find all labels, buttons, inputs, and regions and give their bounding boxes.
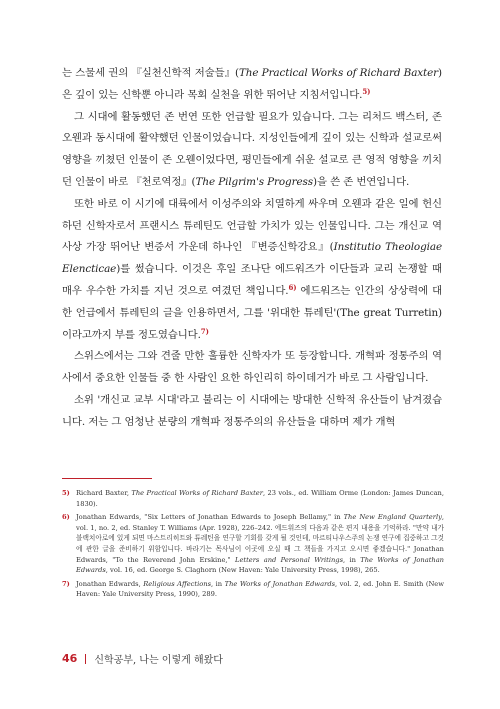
- text-span: , vol. 2, ed. John E. Smith (New Haven: Yale University Press, 1990), 289.: [76, 579, 444, 599]
- text-span: 그 시대에 활동했던 존 번연 또한 언급할 필요가 있습니다. 그는 리처드 백스터, 존 오웬과 동시대에 활약했던 인물이었습니다. 지성인들에게 깊이 있는 신학과 설교로써 영향을 끼쳤던 인물이 존 오웬이었다면, 평민들에게 쉬운 설교로 큰 영적 영향을 끼치던 인물이 바로 『천로역정』(: [62, 110, 442, 188]
- footnote-number: 6): [62, 513, 70, 522]
- book-title: The Practical Works of Richard Baxter: [238, 67, 439, 79]
- running-title: 신학공부, 나는 이렇게 해왔다: [94, 655, 223, 666]
- text-span: , 23 vols., ed. William Orme (London: James Duncan, 1830).: [76, 489, 444, 508]
- text-span: , vol. 1, no. 2, ed. Stanley T. Williams (Apr. 1928), 226–242. 에드워즈의 다음과 같은 편지 내용을 기억하라. "만약 내가 블랙치아로에 있게 되면 마스트리히트와 튜레틴을 연구할 기회를 갖게 될 것인데, 마르티나우스주의 논쟁 연구에 집중하고 그것에 관한 글을 준비하기 위함입니다. 바라기는 목사님이 이곳에 오실 때 그 책들을 가지고 오시면 좋겠습니다." Jonathan Edwards, "To the Reverend John Erskine,": [76, 513, 444, 564]
- text-span: , in: [211, 579, 225, 588]
- page-number: 46: [62, 652, 78, 665]
- paragraph-4: 스위스에서는 그와 견줄 만한 훌륭한 신학자가 또 등장합니다. 개혁파 정통주의 역사에서 중요한 인물들 중 한 사람인 요한 하인리히 하이데거가 바로 그 사람입니다.: [62, 350, 442, 385]
- paragraph-2: [62, 107, 442, 194]
- footnote-number: 5): [62, 489, 70, 497]
- text-span: , vol. 16, ed. George S. Claghorn (New Haven: Yale University Press, 1998), 265.: [105, 566, 380, 575]
- book-title: The Practical Works of Richard Baxter: [131, 489, 263, 497]
- footer-separator: [85, 654, 86, 664]
- main-text: [62, 63, 442, 434]
- book-title: Institutio Theologiae Elencticae: [62, 241, 442, 276]
- footnote-divider: [62, 478, 152, 479]
- footnote-item: [62, 512, 444, 576]
- text-span: Richard Baxter,: [76, 489, 132, 497]
- page-footer: [62, 651, 223, 666]
- text-span: Jonathan Edwards, "Six Letters of Jonathan Edwards to Joseph Bellamy," in: [76, 513, 344, 522]
- text-span: 에드워즈는 인간의 상상력에 대한 언급에서 튜레틴의 글을 인용하면서, 그를 '위대한 튜레틴'(The great Turretin)이라고까지 부를 정도였습니다.: [62, 284, 443, 341]
- book-title: The Pilgrim's Progress: [195, 175, 313, 188]
- paragraph-3: [62, 194, 442, 347]
- text-span: )을 쓴 존 번연입니다.: [312, 175, 410, 188]
- footnotes: [62, 488, 444, 603]
- footnote-ref[interactable]: 5): [362, 86, 371, 96]
- text-span: )를 썼습니다. 이것은 후일 조나단 에드워즈가 이단들과 교리 논쟁할 때 매우 우수한 가치를 지닌 것으로 여겼던 책입니다.: [62, 263, 442, 297]
- paragraph-5: 소위 '개신교 교부 시대'라고 불리는 이 시대에는 방대한 신학적 유산들이 남겨졌습니다. 저는 그 엄청난 분량의 개혁파 정통주의의 유산들을 대하며 제가 개혁: [62, 393, 442, 428]
- book-title: The New England Quarterly: [343, 513, 442, 522]
- footnote-text: [76, 579, 444, 600]
- paragraph-1: [62, 63, 442, 107]
- footnote-item: [62, 579, 444, 600]
- text-span: 또한 바로 이 시기에 대륙에서 이성주의와 치열하게 싸우며 오웬과 같은 일에 헌신하던 신학자로서 프랜시스 튜레틴도 언급할 가치가 있는 인물입니다. 그는 개신교 역사상 가장 뛰어난 변증서 가운데 하나인 『변증신학강요』(: [62, 197, 442, 254]
- footnote-text: [76, 512, 444, 576]
- footnote-ref[interactable]: 6): [288, 282, 297, 292]
- text-span: 는 스물세 권의 『실천신학적 저술들』(: [62, 67, 239, 79]
- book-title: Letters and Personal Writings: [235, 555, 343, 564]
- book-title: The Works of Jonathan Edwards: [224, 579, 336, 588]
- book-title: Religious Affections: [143, 579, 212, 588]
- footnote-ref[interactable]: 7): [200, 326, 209, 336]
- footnote-item: [62, 488, 444, 509]
- footnote-number: 7): [62, 579, 70, 588]
- book-title: The Works of Jonathan Edwards: [76, 555, 444, 575]
- text-span: Jonathan Edwards,: [76, 579, 144, 588]
- text-span: , in: [343, 555, 361, 564]
- footnote-text: [76, 488, 444, 509]
- text-span: )은 깊이 있는 신학뿐 아니라 목회 실천을 위한 뛰어난 지침서입니다.: [62, 67, 443, 101]
